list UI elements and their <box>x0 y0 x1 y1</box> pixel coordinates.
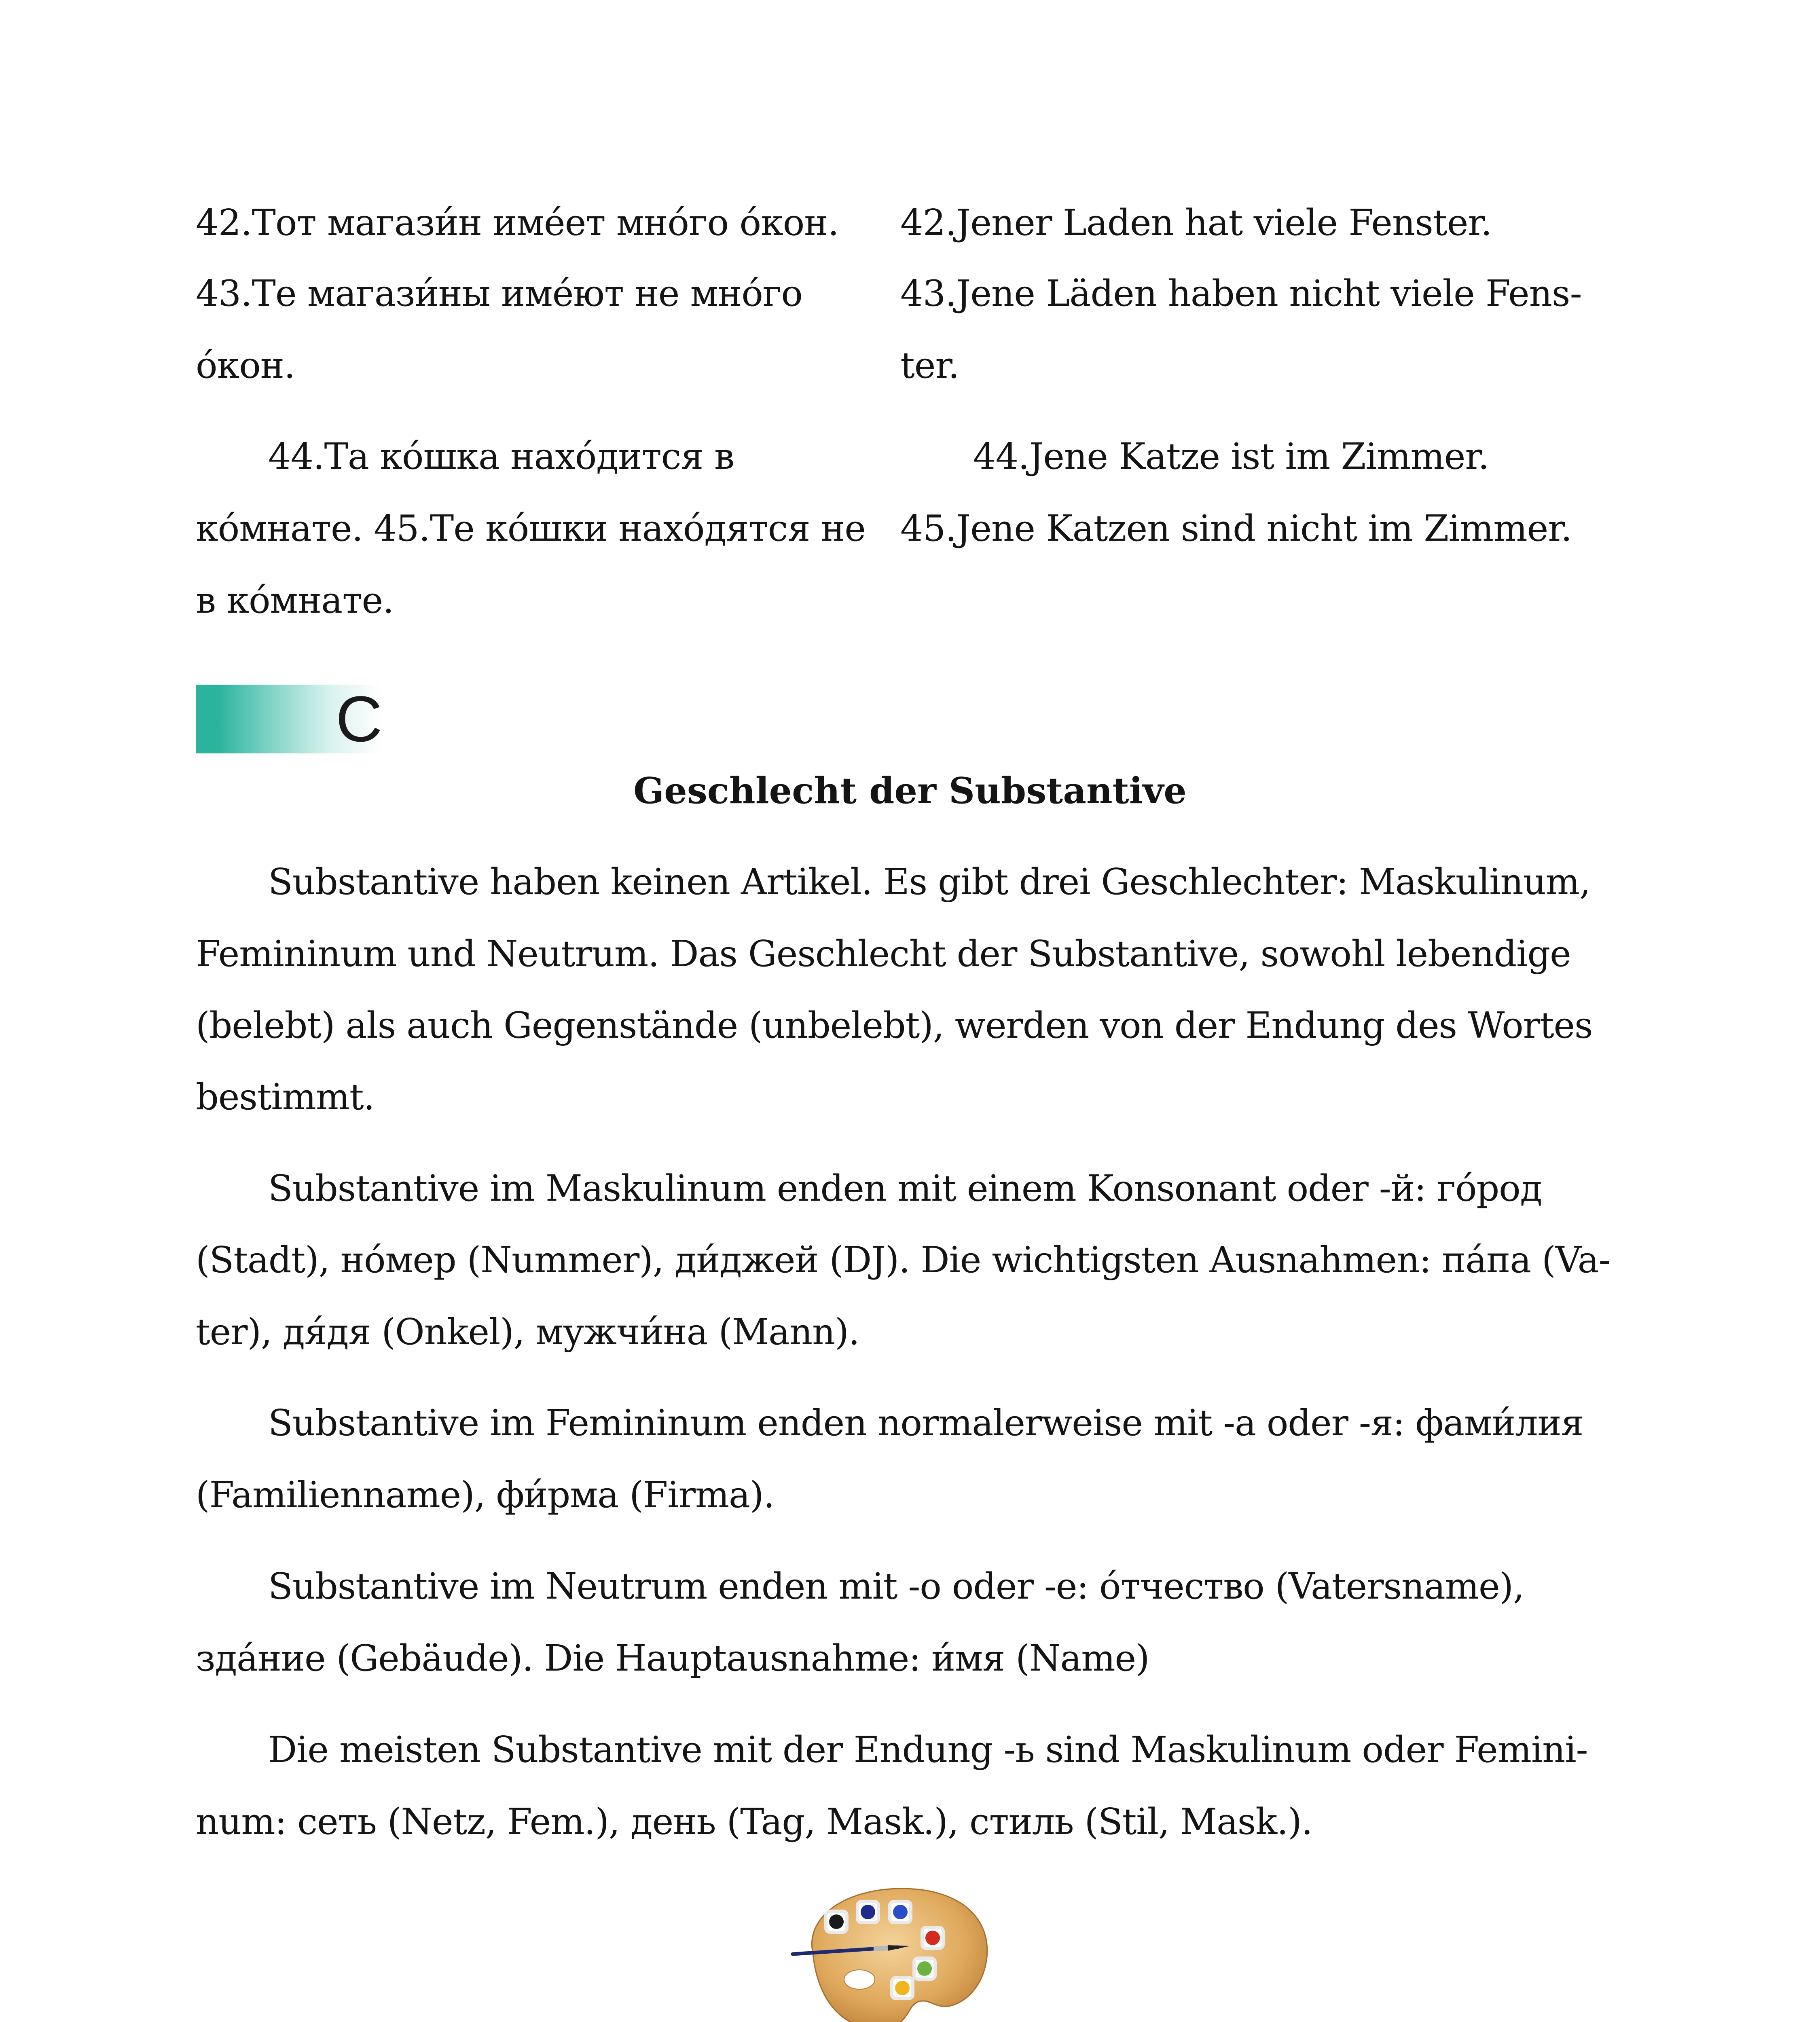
ru-line: 42.Тот магази́н име́ет мно́го о́кон. <box>196 201 839 243</box>
paragraph-1-line-4: bestimmt. <box>196 1076 375 1118</box>
exercise-ru-43 <box>196 273 867 385</box>
paragraph-1-line-1: Substantive haben keinen Artikel. Es gibt drei Geschlechter: Maskulinum, <box>268 861 1591 903</box>
paragraph-4-line-1: Substantive im Neutrum enden mit -о oder -е: о́тчество (Vatersname), <box>268 1565 1524 1607</box>
paint-palette-icon <box>789 1880 999 2022</box>
section-letter: C <box>336 683 383 755</box>
de-line: 44.Jene Katze ist im Zimmer. <box>973 435 1489 477</box>
ru-line: 43.Те магази́ны име́ют не мно́го <box>196 272 802 314</box>
de-line: 45.Jene Katzen sind nicht im Zimmer. <box>900 507 1572 549</box>
paragraph-2-line-1: Substantive im Maskulinum enden mit einem Konsonant oder -й: го́род <box>268 1167 1542 1209</box>
paragraph-2-line-2: (Stadt), но́мер (Nummer), ди́джей (DJ). Die wichtigsten Ausnahmen: па́па (Va- <box>196 1239 1610 1281</box>
paragraph-1-line-3: (belebt) als auch Gegenstände (unbelebt), werden von der Endung des Wortes <box>196 1004 1593 1046</box>
paragraph-2-line-3: ter), дя́дя (Onkel), мужчи́на (Mann). <box>196 1311 859 1353</box>
exercise-de-42 <box>900 202 1628 243</box>
paragraph-5-line-1: Die meisten Substantive mit der Endung -ь sind Maskulinum oder Femini- <box>268 1728 1588 1770</box>
ru-line: 44.Та ко́шка нахо́дится в <box>268 435 734 477</box>
ru-line: о́кон. <box>196 344 295 386</box>
ru-line: ко́мнате. 45.Те ко́шки нахо́дятся не <box>196 507 866 549</box>
exercise-ru-42 <box>196 202 867 243</box>
paragraph-4-line-2: зда́ние (Gebäude). Die Hauptausnahme: и́мя (Name) <box>196 1637 1149 1679</box>
paragraph-3-line-2: (Familienname), фи́рма (Firma). <box>196 1474 775 1516</box>
de-line: 43.Jene Läden haben nicht viele Fens- <box>900 272 1582 314</box>
paragraph-5-line-2: num: сеть (Netz, Fem.), день (Tag, Mask.), стиль (Stil, Mask.). <box>196 1800 1312 1842</box>
exercise-ru-44-45 <box>196 436 867 620</box>
section-heading: Geschlecht der Substantive <box>633 769 1187 812</box>
paragraph-1-line-2: Femininum und Neutrum. Das Geschlecht der Substantive, sowohl lebendige <box>196 933 1571 975</box>
exercise-de-43 <box>900 273 1628 385</box>
paragraph-3-line-1: Substantive im Femininum enden normalerweise mit -а oder -я: фами́лия <box>268 1402 1583 1444</box>
exercise-de-44-45 <box>900 436 1628 548</box>
de-line: ter. <box>900 344 959 386</box>
ru-line: в ко́мнате. <box>196 579 394 621</box>
de-line: 42.Jener Laden hat viele Fenster. <box>900 201 1492 243</box>
